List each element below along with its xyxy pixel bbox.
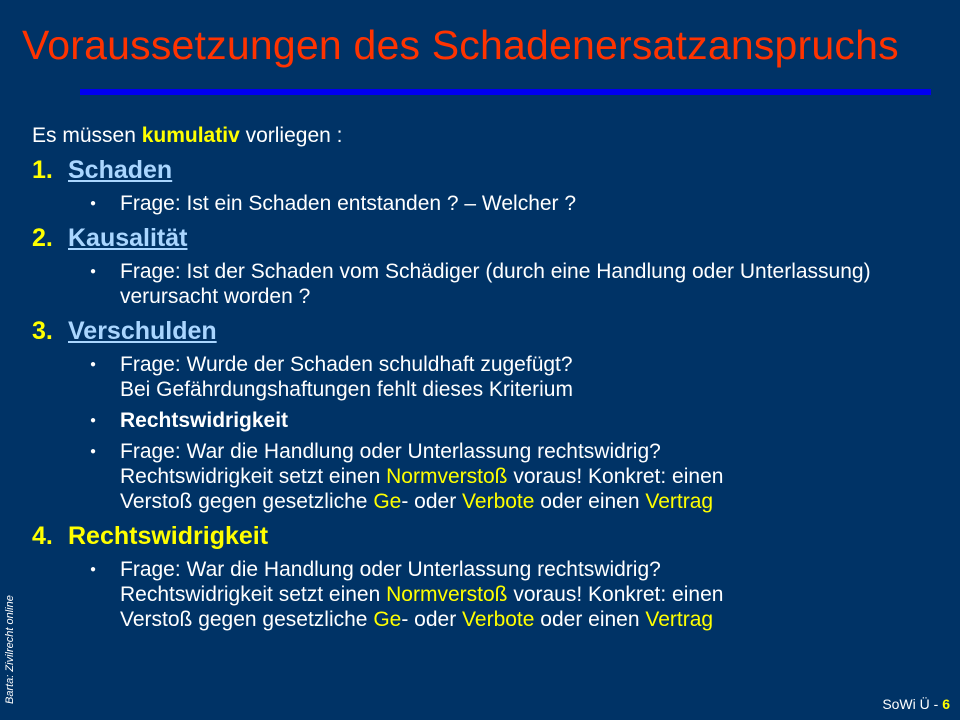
bullet-rechtswidrigkeit-label: ● Rechtswidrigkeit	[90, 409, 289, 432]
highlight-verbote: Verbote	[462, 490, 535, 513]
item-number: 1.	[32, 156, 53, 184]
bullet-schaden-question: ● Frage: Ist ein Schaden entstanden ? – Welcher ?	[90, 192, 577, 215]
highlight-ge: Ge	[373, 490, 402, 513]
intro-highlight: kumulativ	[141, 124, 240, 147]
slide-content	[32, 118, 920, 638]
slide-title: Voraussetzungen des Schadenersatzanspruchs	[22, 22, 899, 68]
slide-number: SoWi Ü - 6	[882, 696, 950, 712]
bullet-verschulden-question: ● Frage: Wurde der Schaden schuldhaft zugefügt? Bei Gefährdungshaftungen fehlt dieses Kriterium	[90, 353, 573, 401]
bullet-rechtswidrigkeit-detail: ● Frage: War die Handlung oder Unterlassung rechtswidrig? Rechtswidrigkeit setzt einen Normverstoß voraus! Konkret: einen Verstoß gegen gesetzliche Ge- oder Verbote oder einen Vertrag	[90, 558, 724, 631]
author-credit: Barta: Zivilrecht online	[4, 595, 16, 704]
highlight-normverstoss: Normverstoß	[386, 465, 508, 488]
bullet-icon: ●	[90, 359, 97, 370]
link-verschulden[interactable]: Verschulden	[68, 317, 217, 345]
link-kausalitaet[interactable]: Kausalität	[68, 224, 188, 252]
item-kausalitaet	[32, 224, 920, 253]
bullet-rechtswidrigkeit-question: ● Frage: War die Handlung oder Unterlassung rechtswidrig? Rechtswidrigkeit setzt einen Normverstoß voraus! Konkret: einen Verstoß gegen gesetzliche Ge- oder Verbote oder einen Vertrag	[90, 440, 724, 513]
highlight-verbote: Verbote	[462, 608, 535, 631]
highlight-vertrag: Vertrag	[645, 490, 714, 513]
highlight-ge: Ge	[373, 608, 402, 631]
title-underline	[80, 89, 931, 95]
item-schaden	[32, 156, 920, 185]
item-rechtswidrigkeit	[32, 522, 920, 551]
intro-text: Es müssen kumulativ vorliegen :	[32, 124, 343, 147]
highlight-vertrag: Vertrag	[645, 608, 714, 631]
highlight-normverstoss: Normverstoß	[386, 583, 508, 606]
bullet-kausalitaet-question: ● Frage: Ist der Schaden vom Schädiger (durch eine Handlung oder Unterlassung) verursacht worden ?	[90, 260, 871, 308]
bullet-icon: ●	[90, 198, 97, 209]
item-number: 2.	[32, 224, 53, 252]
bullet-icon: ●	[90, 446, 97, 457]
item-number: 4.	[32, 522, 53, 550]
bullet-icon: ●	[90, 415, 97, 426]
link-schaden[interactable]: Schaden	[68, 156, 173, 184]
bullet-icon: ●	[90, 564, 97, 575]
item-verschulden	[32, 317, 920, 346]
heading-rechtswidrigkeit: Rechtswidrigkeit	[68, 522, 269, 550]
bullet-icon: ●	[90, 266, 97, 277]
item-number: 3.	[32, 317, 53, 345]
